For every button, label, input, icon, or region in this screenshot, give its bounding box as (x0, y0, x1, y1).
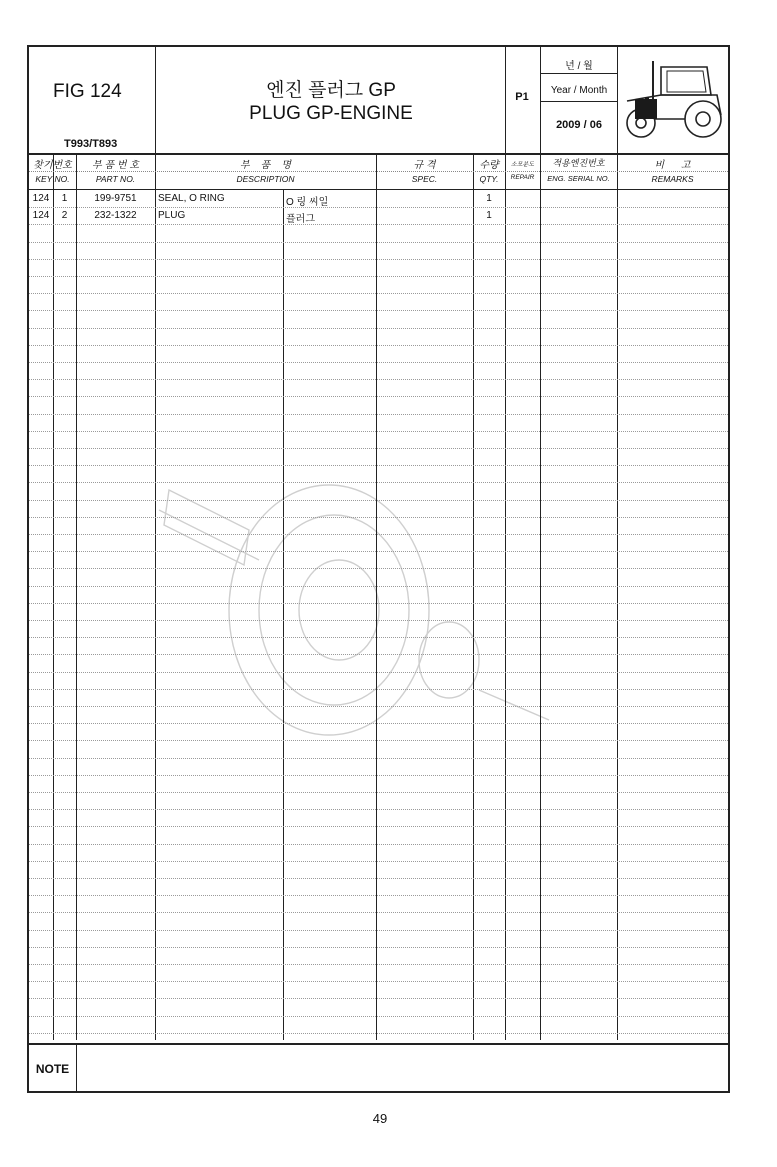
row-rule (29, 981, 728, 982)
row-rule (29, 534, 728, 535)
row-rule (29, 930, 728, 931)
row-rule (29, 758, 728, 759)
column-serial: ENG. SERIAL NO. (547, 174, 610, 183)
column-repair-korean: 소모분도 (510, 162, 535, 168)
row-description: SEAL, O RING (158, 193, 225, 204)
divider (541, 101, 617, 102)
row-rule (29, 654, 728, 655)
column-part-no-korean: 부 품 번 호 (92, 160, 139, 171)
row-rule (29, 242, 728, 243)
sheet-header (29, 47, 728, 155)
row-rule (29, 586, 728, 587)
row-rule (29, 947, 728, 948)
column-remarks: REMARKS (651, 174, 694, 184)
row-rule (29, 620, 728, 621)
row-rule (29, 517, 728, 518)
parts-table-body (29, 190, 728, 1040)
row-rule (29, 1033, 728, 1034)
row-description-korean: 플러그 (286, 214, 315, 225)
row-rule (29, 603, 728, 604)
divider (29, 171, 728, 172)
column-qty-korean: 수량 (479, 160, 499, 171)
row-rule (29, 293, 728, 294)
year-month-label: Year / Month (550, 85, 608, 96)
column-header-row (29, 153, 728, 190)
page-number: 49 (372, 1111, 388, 1126)
row-fig-number: 124 (32, 193, 50, 204)
row-rule (29, 362, 728, 363)
column-spec-korean: 규 격 (413, 160, 436, 171)
row-rule (29, 328, 728, 329)
row-rule (29, 826, 728, 827)
parts-sheet (27, 45, 730, 1093)
column-qty: QTY. (479, 174, 499, 184)
row-quantity: 1 (486, 193, 492, 204)
divider (155, 47, 156, 153)
column-key-no-korean: 찾기번호 (33, 160, 72, 171)
row-rule (29, 895, 728, 896)
row-part-number: 232-1322 (94, 210, 137, 221)
row-rule (29, 259, 728, 260)
row-rule (29, 689, 728, 690)
row-rule (29, 878, 728, 879)
divider (617, 47, 618, 153)
row-quantity: 1 (486, 210, 492, 221)
faded-pulley-drawing (149, 450, 589, 750)
row-rule (29, 998, 728, 999)
column-repair: REPAIR (510, 174, 535, 181)
model-code: T993/T893 (64, 138, 118, 150)
row-rule (29, 637, 728, 638)
row-rule (29, 792, 728, 793)
row-fig-number: 124 (32, 210, 50, 221)
figure-number: FIG 124 (53, 81, 122, 102)
year-month-label-korean: 년 / 월 (565, 61, 593, 72)
row-rule (29, 465, 728, 466)
row-rule (29, 964, 728, 965)
note-section (29, 1043, 728, 1093)
row-part-number: 199-9751 (94, 193, 137, 204)
title-english: PLUG GP-ENGINE (249, 103, 413, 124)
year-month-value: 2009 / 06 (556, 119, 602, 131)
row-rule (29, 775, 728, 776)
divider (541, 73, 617, 74)
row-rule (29, 379, 728, 380)
row-rule (29, 809, 728, 810)
row-rule (29, 396, 728, 397)
row-rule (29, 431, 728, 432)
row-key-number: 1 (61, 193, 68, 204)
column-key-no: KEY NO. (35, 174, 70, 184)
row-rule (29, 207, 728, 208)
row-rule (29, 912, 728, 913)
column-serial-korean: 적용엔진번호 (552, 158, 605, 168)
row-rule (29, 482, 728, 483)
row-key-number: 2 (61, 210, 68, 221)
row-rule (29, 844, 728, 845)
row-description: PLUG (158, 210, 186, 221)
row-rule (29, 551, 728, 552)
row-rule (29, 723, 728, 724)
column-spec: SPEC. (411, 174, 438, 184)
row-description-korean: O 링 씨일 (286, 197, 329, 208)
column-remarks-korean: 비 고 (654, 160, 691, 171)
row-rule (29, 672, 728, 673)
row-rule (29, 448, 728, 449)
row-rule (29, 276, 728, 277)
column-description: DESCRIPTION (236, 174, 295, 184)
page-code: P1 (515, 91, 529, 103)
row-rule (29, 706, 728, 707)
note-label: NOTE (29, 1045, 77, 1093)
title-korean: 엔진 플러그 GP (266, 80, 396, 101)
row-rule (29, 568, 728, 569)
row-rule (29, 310, 728, 311)
row-rule (29, 345, 728, 346)
tractor-icon (621, 59, 725, 141)
row-rule (29, 500, 728, 501)
row-rule (29, 224, 728, 225)
row-rule (29, 1016, 728, 1017)
row-rule (29, 861, 728, 862)
row-rule (29, 414, 728, 415)
row-rule (29, 740, 728, 741)
column-part-no: PART NO. (95, 174, 136, 184)
column-description-korean: 부 품 명 (239, 160, 292, 171)
